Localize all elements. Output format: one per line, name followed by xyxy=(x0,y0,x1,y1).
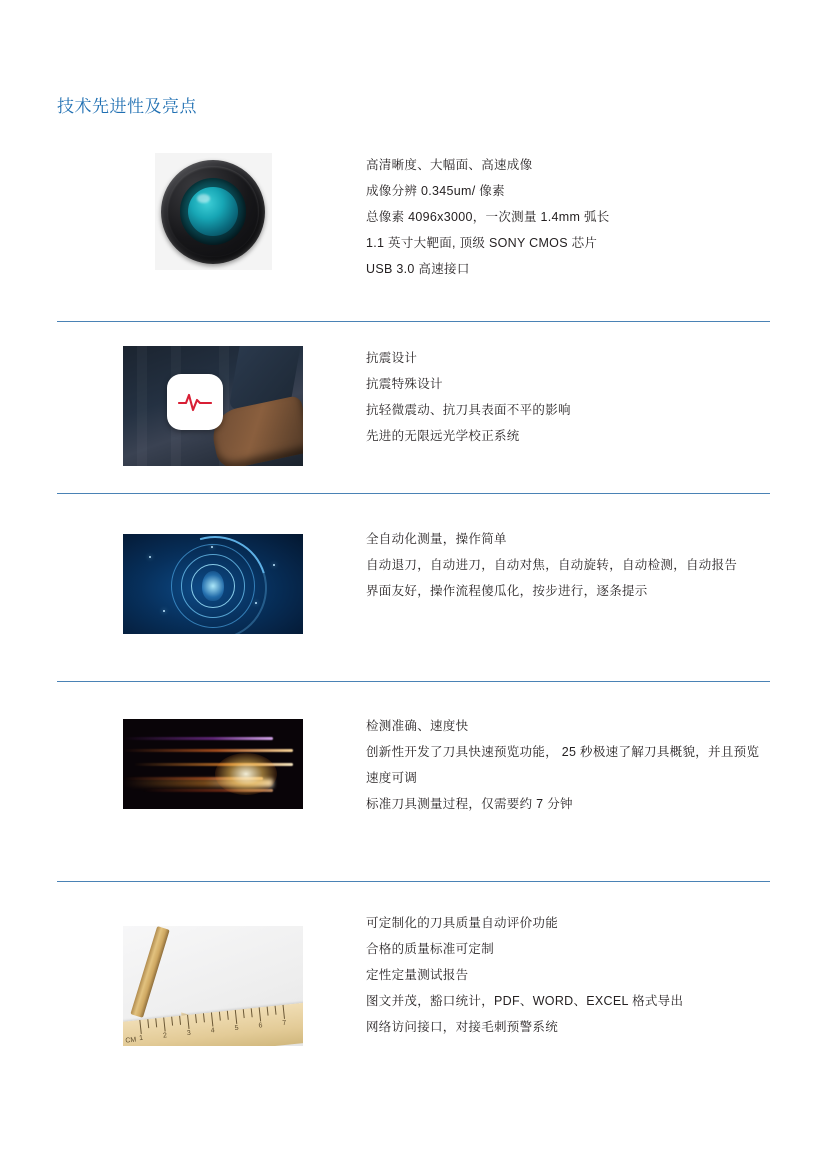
feature-line: 定性定量测试报告 xyxy=(366,968,469,982)
ruler-graphic xyxy=(123,1002,303,1046)
section-divider xyxy=(57,321,770,322)
section-media xyxy=(113,688,313,809)
feature-line: 全自动化测量，操作简单 xyxy=(366,532,507,546)
feature-line: 可定制化的刀具质量自动评价功能 xyxy=(366,916,559,930)
ruler-number: 1 xyxy=(138,1034,144,1043)
feature-line: 先进的无限远光学校正系统 xyxy=(366,429,520,443)
ruler-number: 2 xyxy=(162,1032,168,1040)
ruler-number: 7 xyxy=(282,1019,287,1028)
section-media xyxy=(113,500,313,634)
feature-line: 网络访问接口，对接毛刺预警系统 xyxy=(366,1020,559,1034)
section-media xyxy=(113,140,313,270)
section-media xyxy=(113,888,313,1046)
feature-line: 合格的质量标准可定制 xyxy=(366,942,495,956)
section-text xyxy=(366,325,827,449)
feature-sections xyxy=(0,140,827,1058)
feature-line: 成像分辨 0.345um/ 像素 xyxy=(366,184,505,198)
feature-line: USB 3.0 高速接口 xyxy=(366,262,470,276)
ruler-number: 4 xyxy=(210,1027,216,1035)
camera-lens-photo xyxy=(155,153,272,270)
ruler-number: 5 xyxy=(234,1024,239,1033)
page-title: 技术先进性及亮点 xyxy=(57,97,197,116)
section-media xyxy=(113,325,313,466)
feature-line: 图文并茂，豁口统计，PDF、WORD、EXCEL 格式导出 xyxy=(366,994,684,1008)
heartbeat-icon xyxy=(167,374,223,430)
section-text xyxy=(366,140,827,282)
feature-section xyxy=(0,888,827,1058)
feature-section xyxy=(0,500,827,688)
feature-line: 1.1 英寸大靶面, 顶级 SONY CMOS 芯片 xyxy=(366,236,598,250)
section-divider xyxy=(57,493,770,494)
section-divider xyxy=(57,881,770,882)
section-text xyxy=(366,500,827,604)
section-text xyxy=(366,888,827,1040)
feature-line: 界面友好，操作流程傻瓜化，按步进行，逐条提示 xyxy=(366,584,648,598)
feature-line: 标准刀具测量过程，仅需要约 7 分钟 xyxy=(366,797,573,811)
ruler-number: 3 xyxy=(186,1029,192,1038)
feature-section xyxy=(0,140,827,325)
feature-line: 抗轻微震动、抗刀具表面不平的影响 xyxy=(366,403,571,417)
light-trails-speed-photo xyxy=(123,719,303,809)
feature-line: 高清晰度、大幅面、高速成像 xyxy=(366,158,533,172)
section-text xyxy=(366,688,827,817)
pencil-ruler-photo xyxy=(123,926,303,1046)
automation-tech-photo xyxy=(123,534,303,634)
feature-line: 检测准确、速度快 xyxy=(366,719,469,733)
feature-section xyxy=(0,325,827,500)
section-divider xyxy=(57,681,770,682)
shock-resistant-photo xyxy=(123,346,303,466)
feature-line: 创新性开发了刀具快速预览功能， 25 秒极速了解刀具概貌，并且预览速度可调 xyxy=(366,745,760,785)
feature-section xyxy=(0,688,827,888)
feature-line: 自动退刀，自动进刀，自动对焦，自动旋转，自动检测，自动报告 xyxy=(366,558,738,572)
ruler-unit-label: CM xyxy=(125,1036,137,1045)
feature-line: 抗震特殊设计 xyxy=(366,377,443,391)
feature-line: 抗震设计 xyxy=(366,351,418,365)
ruler-number: 6 xyxy=(258,1022,263,1030)
feature-line: 总像素 4096x3000，一次测量 1.4mm 弧长 xyxy=(366,210,610,224)
